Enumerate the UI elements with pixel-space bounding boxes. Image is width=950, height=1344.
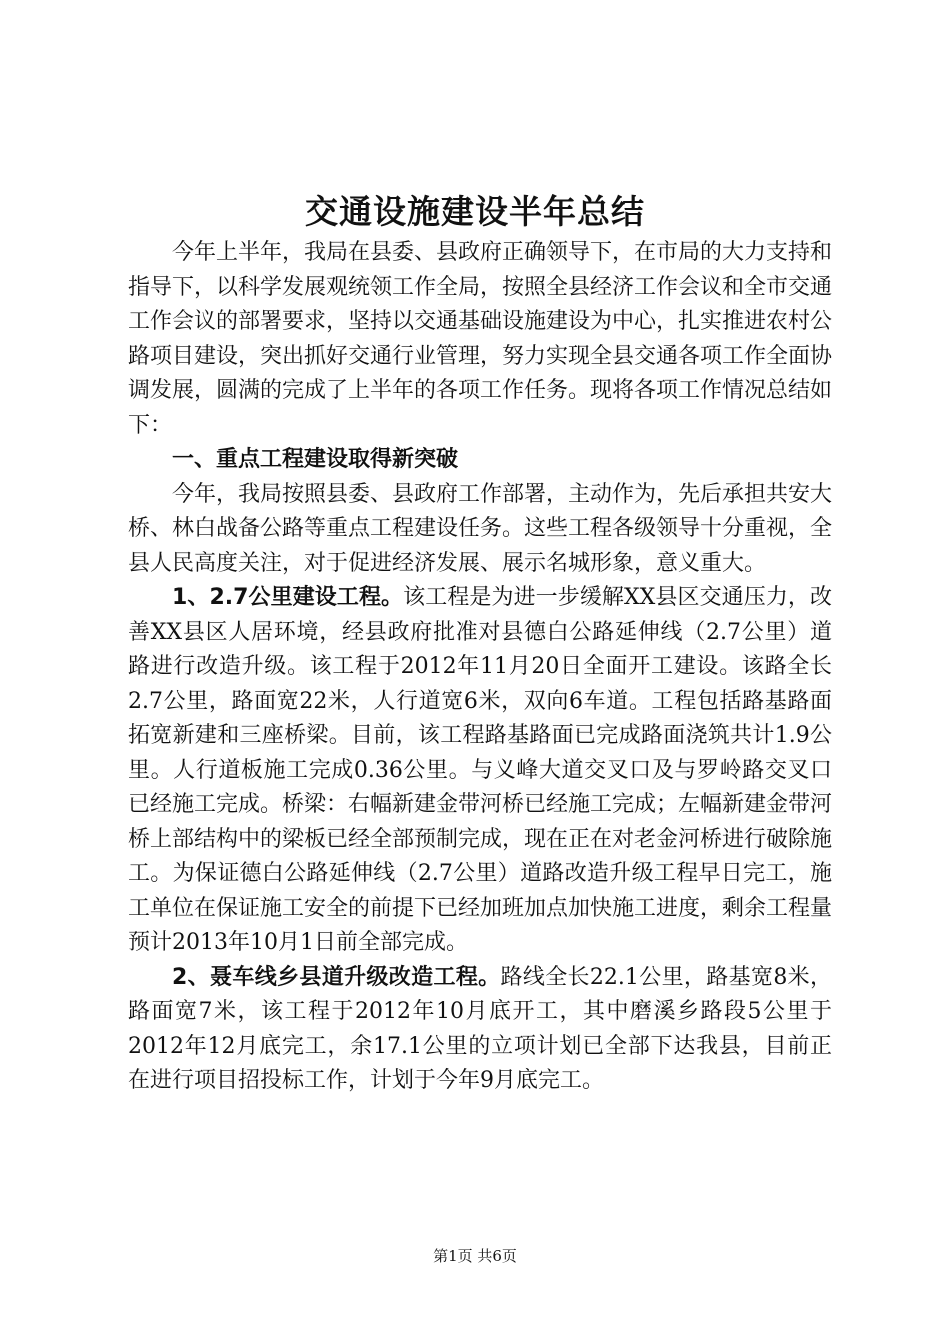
item-2-lead: 2、聂车线乡县道升级改造工程。 bbox=[172, 964, 501, 990]
item-1-lead: 1、2.7公里建设工程。 bbox=[172, 585, 404, 610]
section-intro-paragraph: 今年，我局按照县委、县政府工作部署，主动作为，先后承担共安大桥、林白战备公路等重点工程建设任务。这些工程各级领导十分重视，全县人民高度关注，对于促进经济发展、展示名城形象，意义重大。 bbox=[128, 481, 833, 576]
intro-paragraph: 今年上半年，我局在县委、县政府正确领导下，在市局的大力支持和指导下，以科学发展观统领工作全局，按照全县经济工作会议和全市交通工作会议的部署要求，坚持以交通基础设施建设为中心，扎实推进农村公路项目建设，突出抓好交通行业管理，努力实现全县交通各项工作全面协调发展，圆满的完成了上半年的各项工作任务。现将各项工作情况总结如下： bbox=[128, 240, 833, 438]
item-1-text: 该工程是为进一步缓解XX县区交通压力，改善XX县区人居环境，经县政府批准对县德白公路延伸线（2.7公里）道路进行改造升级。该工程于2012年11月20日全面开工建设。该路全长2.7公里，路面宽22米，人行道宽6米，双向6车道。工程包括路基路面拓宽新建和三座桥梁。目前，该工程路基路面已完成路面浇筑共计1.9公里。人行道板施工完成0.36公里。与义峰大道交叉口及与罗岭路交叉口已经施工完成。桥梁：右幅新建金带河桥已经施工完成；左幅新建金带河桥上部结构中的梁板已经全部预制完成，现在正在对老金河桥进行破除施工。为保证德白公路延伸线（2.7公里）道路改造升级工程早日完工，施工单位在保证施工安全的前提下已经加班加点加快施工进度，剩余工程量预计2013年10月1日前全部完成。 bbox=[128, 585, 833, 955]
item-1-paragraph bbox=[128, 581, 832, 961]
page-number: 第1页 共6页 bbox=[433, 1247, 517, 1265]
document-title: 交通设施建设半年总结 bbox=[305, 192, 645, 231]
section-heading: 一、重点工程建设取得新突破 bbox=[172, 447, 459, 472]
item-2-paragraph bbox=[128, 961, 832, 1099]
document-body bbox=[128, 236, 832, 1099]
item-2-text: 路线全长22.1公里，路基宽8米，路面宽7米，该工程于2012年10月底开工，其中磨溪乡路段5公里于2012年12月底完工，余17.1公里的立项计划已全部下达我县，目前正在进行项目招投标工作，计划于今年9月底完工。 bbox=[128, 964, 833, 1093]
